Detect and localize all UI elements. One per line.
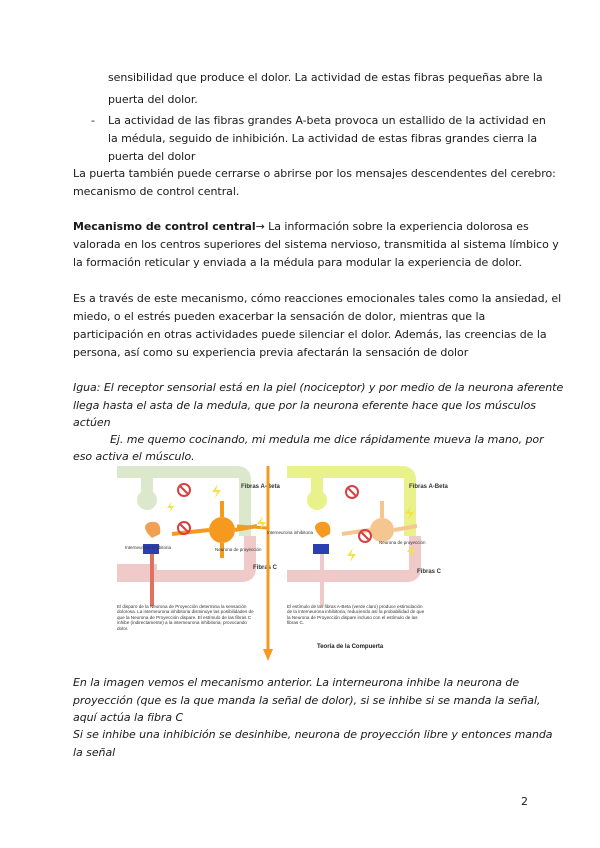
text-line: aquí actúa la fibra C (73, 711, 184, 724)
label-inter-left: Interneurona inhibitoria (125, 545, 172, 550)
section-heading: Mecanismo de control central (73, 220, 256, 233)
text-line: mecanismo de control central. (73, 185, 240, 198)
text-line: actúen (73, 416, 111, 429)
text-line: Si se inhibe una inhibición se desinhibe, neurona de proyección libre y entonces manda (73, 728, 553, 741)
text-line: persona, así como su experiencia previa afectarán la sensación de dolor (73, 346, 469, 359)
label-inter-right: Interneurona inhibitoria (267, 530, 314, 535)
label-proj-right: Neurona de proyección (379, 540, 426, 545)
label-abeta-left: Fibras A-Beta (241, 484, 280, 490)
label-abeta-right: Fibras A-Beta (409, 484, 448, 490)
text-line: sensibilidad que produce el dolor. La actividad de estas fibras pequeñas abre la (108, 71, 543, 84)
text-line: puerta del dolor (108, 150, 196, 163)
text-line: La puerta también puede cerrarse o abrirse por los mensajes descendentes del cerebro: (73, 167, 556, 180)
text-line: Ej. me quemo cocinando, mi medula me dice rápidamente mueva la mano, por (110, 433, 544, 446)
text-run: La información sobre la experiencia dolorosa es (264, 220, 529, 233)
page-number: 2 (521, 795, 528, 808)
text-line: eso activa el músculo. (73, 450, 195, 463)
text-line: Es a través de este mecanismo, cómo reacciones emocionales tales como la ansiedad, el (73, 292, 562, 305)
text-line: la médula, seguido de inhibición. La actividad de estas fibras grandes cierra la (108, 132, 538, 145)
caption-right: El estímulo de las fibras A-Beta (verde claro) produce estimulación de la interneurona inhibitoria, reduciendo así la probabilidad de que la Neurona de Proyección dispare incluso con el estímulo de las fibras C. (287, 604, 425, 626)
text-line: participación en otras actividades puede silenciar el dolor. Además, las creencias de la (73, 328, 547, 341)
text-line: La actividad de las fibras grandes A-beta provoca un estallido de la actividad en (108, 114, 546, 127)
text-line: la señal (73, 746, 116, 759)
paragraph-line (73, 220, 529, 234)
label-c-left: Fibras C (253, 565, 278, 571)
text-line: valorada en los centros superiores del sistema nervioso, transmitida al sistema límbico y (73, 238, 559, 251)
label-c-right: Fibras C (417, 569, 442, 575)
text-line: Igua: El receptor sensorial está en la piel (nociceptor) y por medio de la neurona aferente (73, 381, 564, 394)
text-line: En la imagen vemos el mecanismo anterior. La interneurona inhibe la neurona de (73, 676, 520, 689)
right-panel (267, 472, 448, 606)
list-bullet: - (91, 114, 95, 127)
figure-title: Teoría de la Compuerta (317, 644, 384, 650)
text-line: puerta del dolor. (108, 93, 198, 106)
arrow-glyph: → (255, 220, 265, 233)
label-proj-left: Neurona de proyección (215, 547, 262, 552)
gate-control-figure (117, 466, 489, 671)
caption-left: El disparo de la Neurona de Proyección determina la sensación dolorosa. La interneurona inhibitoria disminuye las posibilidades de que la Neurona de Proyección dispare. El estímulo de las fibras C inhibe (indirectamente) a la interneurona inhibitoria, provocando dolor. (117, 604, 254, 631)
text-line: llega hasta el asta de la medula, que por la neurona eferente hace que los músculos (73, 399, 536, 412)
text-line: miedo, o el estrés pueden exacerbar la sensación de dolor, mientras que la (73, 310, 486, 323)
text-line: proyección (que es la que manda la señal de dolor), si se inhibe si se manda la señal, (73, 694, 541, 707)
text-line: la formación reticular y enviada a la médula para modular la experiencia de dolor. (73, 256, 522, 269)
